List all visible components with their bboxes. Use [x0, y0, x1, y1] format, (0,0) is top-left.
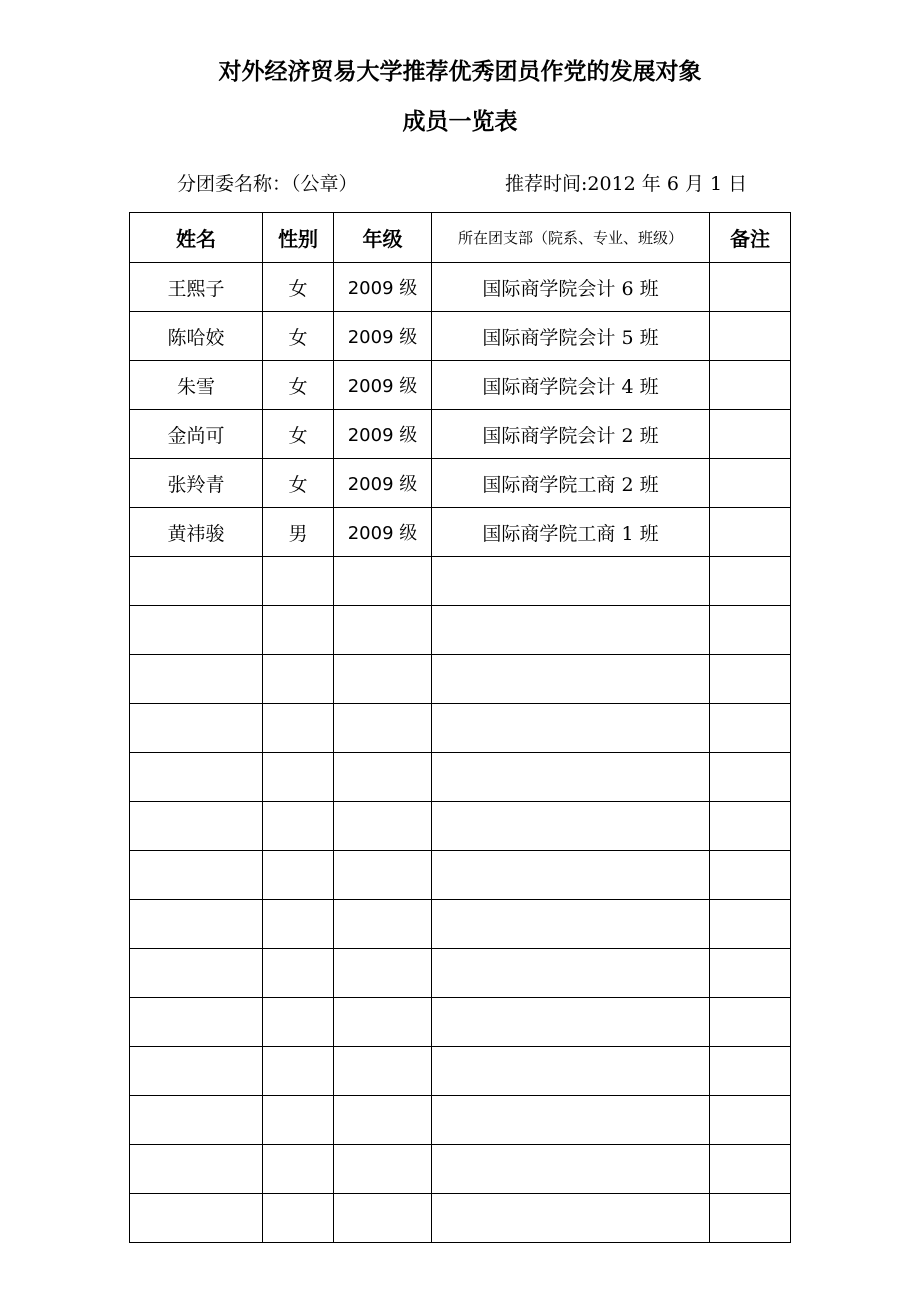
empty-cell-note: [710, 949, 791, 998]
empty-table-row: [130, 753, 791, 802]
cell-note: [710, 263, 791, 312]
cell-name: 金尚可: [130, 410, 263, 459]
empty-cell-grade: [334, 606, 432, 655]
cell-branch: 国际商学院会计 5 班: [432, 312, 710, 361]
empty-cell-branch: [432, 753, 710, 802]
empty-cell-name: [130, 753, 263, 802]
table-header-row: [130, 213, 791, 263]
empty-cell-branch: [432, 949, 710, 998]
empty-cell-note: [710, 557, 791, 606]
cell-gender: 女: [263, 459, 334, 508]
empty-cell-grade: [334, 1194, 432, 1243]
empty-cell-name: [130, 606, 263, 655]
empty-table-row: [130, 1096, 791, 1145]
header-note: 备注: [710, 213, 791, 263]
empty-table-row: [130, 1047, 791, 1096]
page-title: 对外经济贸易大学推荐优秀团员作党的发展对象: [218, 59, 702, 85]
cell-gender: 女: [263, 410, 334, 459]
empty-cell-name: [130, 1145, 263, 1194]
cell-note: [710, 508, 791, 557]
empty-cell-note: [710, 900, 791, 949]
empty-table-row: [130, 900, 791, 949]
cell-name: 张羚青: [130, 459, 263, 508]
table-row: [130, 312, 791, 361]
cell-gender: 男: [263, 508, 334, 557]
empty-cell-branch: [432, 900, 710, 949]
empty-cell-branch: [432, 802, 710, 851]
empty-cell-branch: [432, 557, 710, 606]
empty-table-row: [130, 949, 791, 998]
cell-gender: 女: [263, 263, 334, 312]
empty-cell-name: [130, 998, 263, 1047]
empty-cell-gender: [263, 1194, 334, 1243]
empty-cell-branch: [432, 1145, 710, 1194]
empty-cell-grade: [334, 1096, 432, 1145]
empty-cell-grade: [334, 900, 432, 949]
empty-cell-name: [130, 1047, 263, 1096]
empty-cell-branch: [432, 606, 710, 655]
empty-cell-grade: [334, 704, 432, 753]
branch-committee-label: 分团委名称：（公章）: [177, 173, 358, 195]
empty-cell-gender: [263, 1047, 334, 1096]
empty-cell-branch: [432, 655, 710, 704]
empty-table-row: [130, 802, 791, 851]
empty-cell-gender: [263, 851, 334, 900]
cell-note: [710, 410, 791, 459]
empty-cell-name: [130, 1194, 263, 1243]
empty-table-row: [130, 655, 791, 704]
empty-cell-name: [130, 900, 263, 949]
cell-branch: 国际商学院会计 4 班: [432, 361, 710, 410]
empty-cell-note: [710, 998, 791, 1047]
empty-cell-branch: [432, 1047, 710, 1096]
empty-cell-grade: [334, 998, 432, 1047]
cell-name: 陈哈姣: [130, 312, 263, 361]
empty-cell-gender: [263, 753, 334, 802]
cell-branch: 国际商学院工商 2 班: [432, 459, 710, 508]
table-row: [130, 459, 791, 508]
empty-cell-gender: [263, 606, 334, 655]
recommend-date: 推荐时间:2012 年 6 月 1 日: [505, 173, 748, 195]
empty-cell-gender: [263, 949, 334, 998]
empty-cell-gender: [263, 802, 334, 851]
empty-cell-branch: [432, 1096, 710, 1145]
empty-cell-grade: [334, 1047, 432, 1096]
empty-table-row: [130, 1145, 791, 1194]
header-name: 姓名: [130, 213, 263, 263]
cell-branch: 国际商学院会计 6 班: [432, 263, 710, 312]
empty-cell-gender: [263, 655, 334, 704]
cell-note: [710, 459, 791, 508]
empty-cell-gender: [263, 704, 334, 753]
empty-cell-note: [710, 1096, 791, 1145]
table-row: [130, 263, 791, 312]
empty-table-row: [130, 606, 791, 655]
table-row: [130, 410, 791, 459]
cell-grade: 2009 级: [334, 312, 432, 361]
empty-table-row: [130, 704, 791, 753]
empty-cell-grade: [334, 1145, 432, 1194]
empty-table-row: [130, 998, 791, 1047]
empty-cell-grade: [334, 753, 432, 802]
empty-cell-gender: [263, 1145, 334, 1194]
cell-grade: 2009 级: [334, 361, 432, 410]
empty-table-row: [130, 557, 791, 606]
table-row: [130, 508, 791, 557]
cell-grade: 2009 级: [334, 459, 432, 508]
empty-cell-gender: [263, 1096, 334, 1145]
empty-cell-branch: [432, 998, 710, 1047]
empty-cell-note: [710, 1194, 791, 1243]
cell-name: 王熙子: [130, 263, 263, 312]
header-branch: 所在团支部（院系、专业、班级）: [432, 213, 710, 263]
empty-cell-note: [710, 1145, 791, 1194]
empty-cell-grade: [334, 557, 432, 606]
table-row: [130, 361, 791, 410]
cell-gender: 女: [263, 312, 334, 361]
cell-grade: 2009 级: [334, 263, 432, 312]
cell-grade: 2009 级: [334, 508, 432, 557]
empty-cell-grade: [334, 655, 432, 704]
empty-table-row: [130, 851, 791, 900]
cell-gender: 女: [263, 361, 334, 410]
empty-cell-name: [130, 802, 263, 851]
cell-branch: 国际商学院工商 1 班: [432, 508, 710, 557]
empty-cell-note: [710, 802, 791, 851]
empty-cell-note: [710, 851, 791, 900]
empty-cell-name: [130, 704, 263, 753]
empty-cell-name: [130, 557, 263, 606]
cell-branch: 国际商学院会计 2 班: [432, 410, 710, 459]
cell-grade: 2009 级: [334, 410, 432, 459]
empty-cell-name: [130, 851, 263, 900]
empty-table-row: [130, 1194, 791, 1243]
empty-cell-grade: [334, 802, 432, 851]
empty-cell-note: [710, 655, 791, 704]
empty-cell-note: [710, 1047, 791, 1096]
empty-cell-note: [710, 704, 791, 753]
empty-cell-name: [130, 655, 263, 704]
empty-cell-note: [710, 606, 791, 655]
cell-note: [710, 361, 791, 410]
empty-cell-grade: [334, 851, 432, 900]
cell-note: [710, 312, 791, 361]
empty-cell-branch: [432, 851, 710, 900]
empty-cell-grade: [334, 949, 432, 998]
empty-cell-gender: [263, 900, 334, 949]
member-table: [129, 212, 791, 1243]
cell-name: 黄祎骏: [130, 508, 263, 557]
empty-cell-gender: [263, 557, 334, 606]
table-body: [130, 263, 791, 1243]
cell-name: 朱雪: [130, 361, 263, 410]
page-subtitle: 成员一览表: [402, 109, 518, 135]
empty-cell-name: [130, 1096, 263, 1145]
header-grade: 年级: [334, 213, 432, 263]
empty-cell-gender: [263, 998, 334, 1047]
empty-cell-note: [710, 753, 791, 802]
header-gender: 性别: [263, 213, 334, 263]
empty-cell-name: [130, 949, 263, 998]
empty-cell-branch: [432, 1194, 710, 1243]
empty-cell-branch: [432, 704, 710, 753]
